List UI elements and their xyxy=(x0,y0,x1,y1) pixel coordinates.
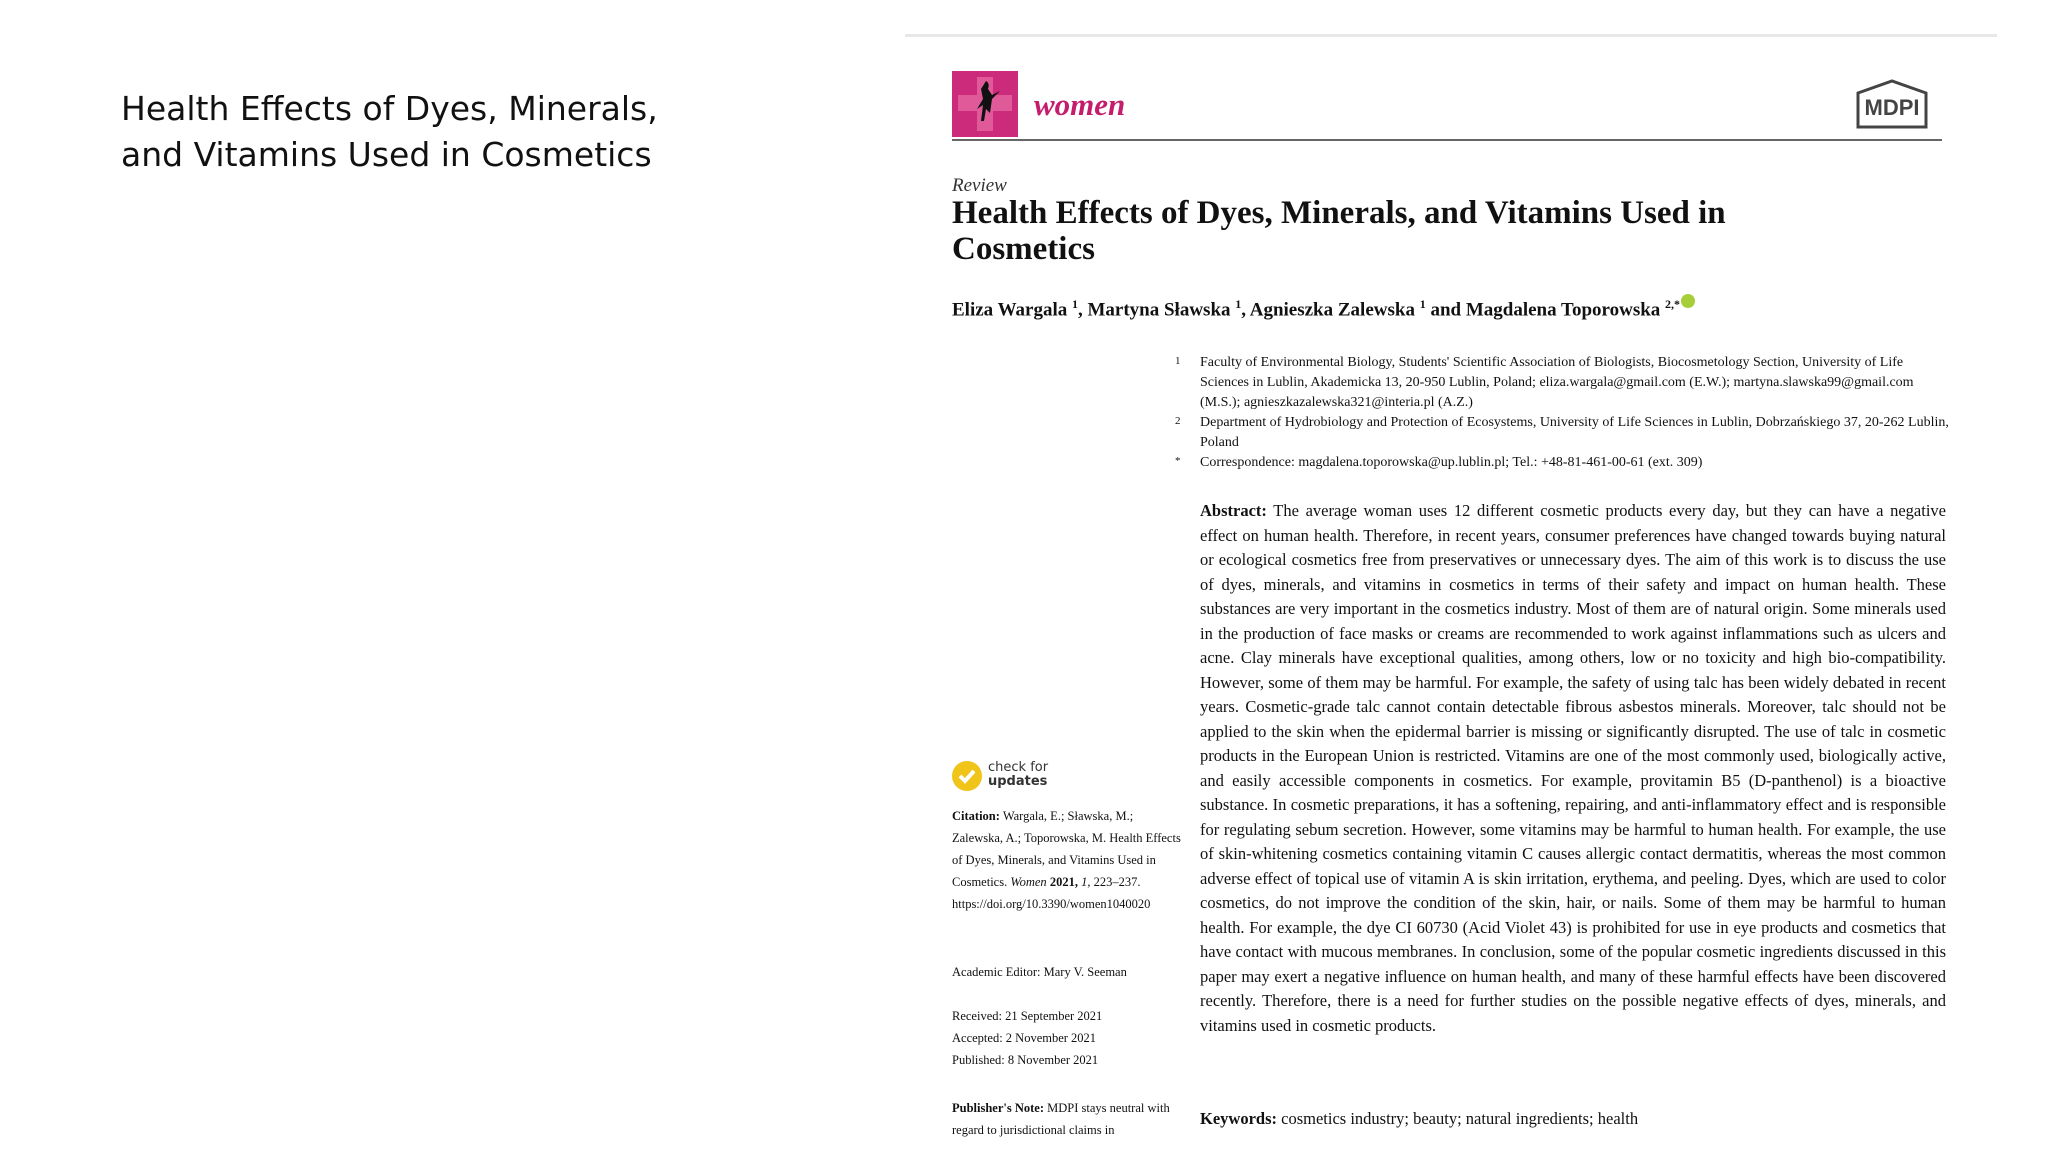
affiliation-text: Faculty of Environmental Biology, Students' Scientific Association of Biologists, Biocosmetology Section, University of Life Sciences in Lublin, Akademicka 13, 20-950 Lublin, Poland; eliza.wargala@gmail.com (E.W.); martyna.slawska99@gmail.com (M.S.); agnieszkazalewska321@interia.pl (A.Z.) xyxy=(1200,355,1914,410)
citation-journal: Women xyxy=(1010,875,1047,889)
author-separator: , xyxy=(1077,299,1088,321)
correspondence xyxy=(1175,453,1950,473)
author-name: Eliza Wargala xyxy=(952,299,1068,321)
publisher-note-label: Publisher's Note: xyxy=(952,1101,1045,1115)
author-affil-mark: 1 xyxy=(1419,297,1426,311)
citation-text: Wargala, E.; Sławska, M.; Zalewska, A.; Toporowska, M. Health Effects of Dyes, Minerals, and Vitamins Used in Cosmetics. xyxy=(952,809,1181,889)
mdpi-logo xyxy=(1852,79,1932,131)
received-date: Received: 21 September 2021 xyxy=(952,1009,1103,1023)
orcid-icon xyxy=(1681,294,1695,308)
author-name: Magdalena Toporowska xyxy=(1465,299,1661,321)
accepted-date: Accepted: 2 November 2021 xyxy=(952,1031,1097,1045)
affiliation-1 xyxy=(1175,353,1950,413)
keywords-label: Keywords: xyxy=(1200,1109,1277,1128)
author-list xyxy=(952,294,1695,321)
paper-page-image xyxy=(905,34,1997,1155)
check-updates-line2: updates xyxy=(988,774,1048,789)
dates xyxy=(952,1005,1182,1071)
citation-label: Citation: xyxy=(952,809,1000,823)
academic-editor: Academic Editor: Mary V. Seeman xyxy=(952,965,1127,979)
abstract-label: Abstract: xyxy=(1200,501,1267,520)
affiliation-text: Correspondence: magdalena.toporowska@up.lublin.pl; Tel.: +48-81-461-00-61 (ext. 309) xyxy=(1200,455,1703,470)
affiliation-mark: 1 xyxy=(1175,355,1181,367)
paper-title: Health Effects of Dyes, Minerals, and Vitamins Used in Cosmetics xyxy=(952,195,1726,267)
affiliation-mark: 2 xyxy=(1175,415,1181,427)
mdpi-logo-text: MDPI xyxy=(1864,95,1920,120)
check-updates-label xyxy=(988,761,1048,789)
citation-volume: 1, xyxy=(1081,875,1091,889)
published-date: Published: 8 November 2021 xyxy=(952,1053,1099,1067)
author-affil-mark: 2,* xyxy=(1665,297,1681,311)
check-updates-icon xyxy=(952,761,982,791)
affiliation-text: Department of Hydrobiology and Protection of Ecosystems, University of Life Sciences in Lublin, Dobrzańskiego 37, 20-262 Lublin, Poland xyxy=(1200,415,1949,450)
journal-header xyxy=(952,71,1942,141)
author-name: Agnieszka Zalewska xyxy=(1249,299,1415,321)
author-separator: and xyxy=(1425,299,1466,321)
affiliation-2 xyxy=(1175,413,1950,453)
abstract-text: The average woman uses 12 different cosmetic products every day, but they can have a negative effect on human health. Therefore, in recent years, consumer preferences have changed towards buying natural or ecological cosmetics free from preservatives or unnecessary dyes. The aim of this work is to discuss the use of dyes, minerals, and vitamins in cosmetics in terms of their safety and impact on human health. These substances are very important in the cosmetics industry. Most of them are of natural origin. Some minerals used in the production of face masks or creams are recommended to work against inflammations such as ulcers and acne. Clay minerals have exceptional qualities, among others, low or no toxicity and high bio-compatibility. However, some of them may be harmful. For example, the safety of using talc has been widely debated in recent years. Cosmetic-grade talc cannot contain detectable fibrous asbestos minerals. Moreover, talc should not be applied to the skin when the epidermal barrier is missing or significantly disrupted. The use of talc in cosmetic products in the European Union is restricted. Vitamins are one of the most commonly used, biologically active, and easily accessible components in cosmetics. For example, provitamin B5 (D-panthenol) is a bioactive substance. In cosmetic preparations, it has a softening, repairing, and anti-inflammatory effect and is responsible for regulating sebum secretion. However, some vitamins may be harmful to human health. For example, the use of skin-whitening cosmetics containing vitamin C causes allergic contact dermatitis, whereas the most common adverse effect of topical use of vitamin A is skin irritation, erythema, and peeling. Dyes, which are used to color cosmetics, do not improve the condition of the skin, hair, or nails. Some of them may be harmful to human health. For example, the dye CI 60730 (Acid Violet 43) is prohibited for use in eye products and cosmetics that have contact with mucous membranes. In conclusion, some of the popular cosmetic ingredients discussed in this paper may exert a negative influence on human health, and many of these harmful effects have been discovered recently. Therefore, there is a need for further studies on the possible negative effects of dyes, minerals, and vitamins used in cosmetic products. xyxy=(1200,501,1946,1035)
publisher-note-text: MDPI stays neutral with regard to jurisdictional claims in xyxy=(952,1101,1170,1137)
affiliation-mark: * xyxy=(1175,455,1181,467)
author-separator: , xyxy=(1241,299,1250,321)
abstract xyxy=(1200,499,1946,1038)
check-updates-line1: check for xyxy=(988,760,1049,775)
journal-name: women xyxy=(1034,87,1126,122)
keywords xyxy=(1200,1109,1638,1129)
author-name: Martyna Sławska xyxy=(1087,299,1231,321)
dancer-icon xyxy=(952,71,1018,137)
citation xyxy=(952,805,1182,915)
check-for-updates-badge[interactable] xyxy=(952,759,1112,799)
keywords-text: cosmetics industry; beauty; natural ingredients; health xyxy=(1281,1109,1639,1128)
publisher-note xyxy=(952,1097,1182,1141)
citation-year: 2021, xyxy=(1049,875,1078,889)
slide-title: Health Effects of Dyes, Minerals, and Vitamins Used in Cosmetics xyxy=(121,89,658,174)
citation-pages: 223–237. https://doi.org/10.3390/women1040020 xyxy=(952,875,1151,911)
women-journal-logo xyxy=(952,71,1018,137)
author-affil-mark: 1 xyxy=(1071,297,1078,311)
author-affil-mark: 1 xyxy=(1235,297,1242,311)
article-type: Review xyxy=(952,175,1007,196)
